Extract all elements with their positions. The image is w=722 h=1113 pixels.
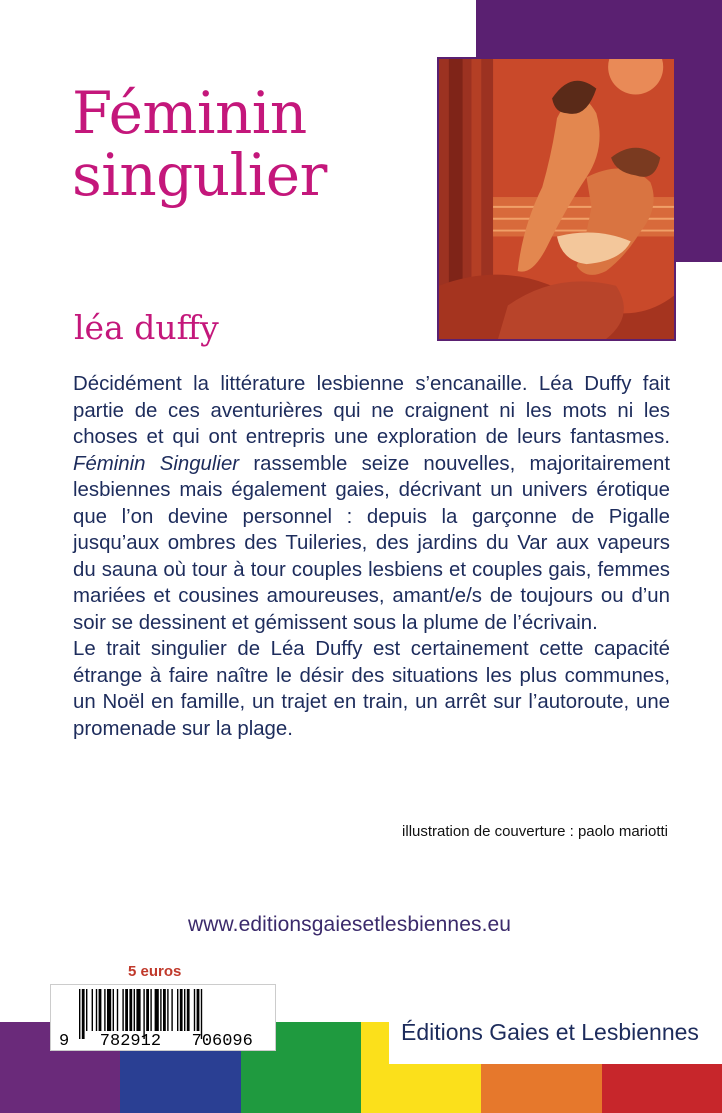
barcode-bar — [99, 989, 102, 1031]
barcode-bar — [177, 989, 178, 1031]
publisher-name: Éditions Gaies et Lesbiennes — [401, 1019, 699, 1045]
barcode-bar — [104, 989, 105, 1031]
blurb-intro: Décidément la littérature lesbienne s’encanaille. Léa Duffy fait partie de ces aventurières qui ne craignent ni les mots ni les choses et qui ont entrepris une exploration de leurs fantasmes. — [73, 373, 670, 448]
barcode-bar — [136, 989, 140, 1031]
isbn-number: 9 782912 706096 — [59, 1032, 253, 1051]
barcode-bar — [129, 989, 132, 1031]
back-cover-blurb — [73, 371, 670, 742]
barcode-bar — [125, 989, 128, 1031]
barcode-bar — [134, 989, 135, 1031]
illustration-credit: illustration de couverture : paolo mariotti — [402, 823, 668, 840]
title-line-2: singulier — [72, 141, 327, 209]
barcode-bar — [96, 989, 97, 1031]
title-line-1: Féminin — [72, 79, 307, 147]
barcode-bar — [167, 989, 168, 1031]
barcode-bar — [197, 989, 200, 1031]
barcode-bar — [92, 989, 93, 1031]
barcode-bar — [194, 989, 195, 1031]
book-title — [72, 79, 412, 209]
barcode-bar — [171, 989, 172, 1031]
blurb-paragraph-2: Le trait singulier de Léa Duffy est certainement cette capacité étrange à faire naître le désir des situations les plus communes, un Noël en famille, un trajet en train, un arrêt sur l’autoroute, une promenade sur la plage. — [73, 638, 670, 740]
barcode-bar — [146, 989, 149, 1031]
barcode-bar — [113, 989, 114, 1031]
barcode-bar — [117, 989, 118, 1031]
blurb-rest: rassemble seize nouvelles, majoritairement lesbiennes mais également gaies, décrivant un univers érotique que l’on devine personnel : depuis la garçonne de Pigalle jusqu’aux ombres des Tuileries, des jardins du Var aux vapeurs du sauna où tour à tour couples lesbiens et couples gais, femmes mariées et cousines amoureuses, amant/e/s de toujours ou d’un soir se dessinent et gémissent sous la plume de l’écrivain. — [73, 452, 670, 634]
barcode-bar — [122, 989, 123, 1031]
barcode-bar — [184, 989, 185, 1031]
cover-illustration — [437, 57, 676, 341]
blurb-paragraph-1 — [73, 371, 670, 636]
author-name: léa duffy — [74, 308, 219, 347]
blurb-book-title: Féminin Singulier — [73, 452, 240, 475]
barcode-bar — [86, 989, 87, 1031]
barcode-graphic — [51, 985, 277, 1052]
publisher-website: www.editionsgaiesetlesbiennes.eu — [188, 913, 512, 936]
barcode-bar — [180, 989, 183, 1031]
isbn-barcode — [50, 984, 276, 1051]
barcode-bar — [155, 989, 159, 1031]
barcode-bar — [160, 989, 161, 1031]
price-label: 5 euros — [128, 963, 182, 980]
barcode-bar — [150, 989, 151, 1031]
barcode-bar — [163, 989, 166, 1031]
barcode-bar — [187, 989, 190, 1031]
barcode-bar — [107, 989, 111, 1031]
